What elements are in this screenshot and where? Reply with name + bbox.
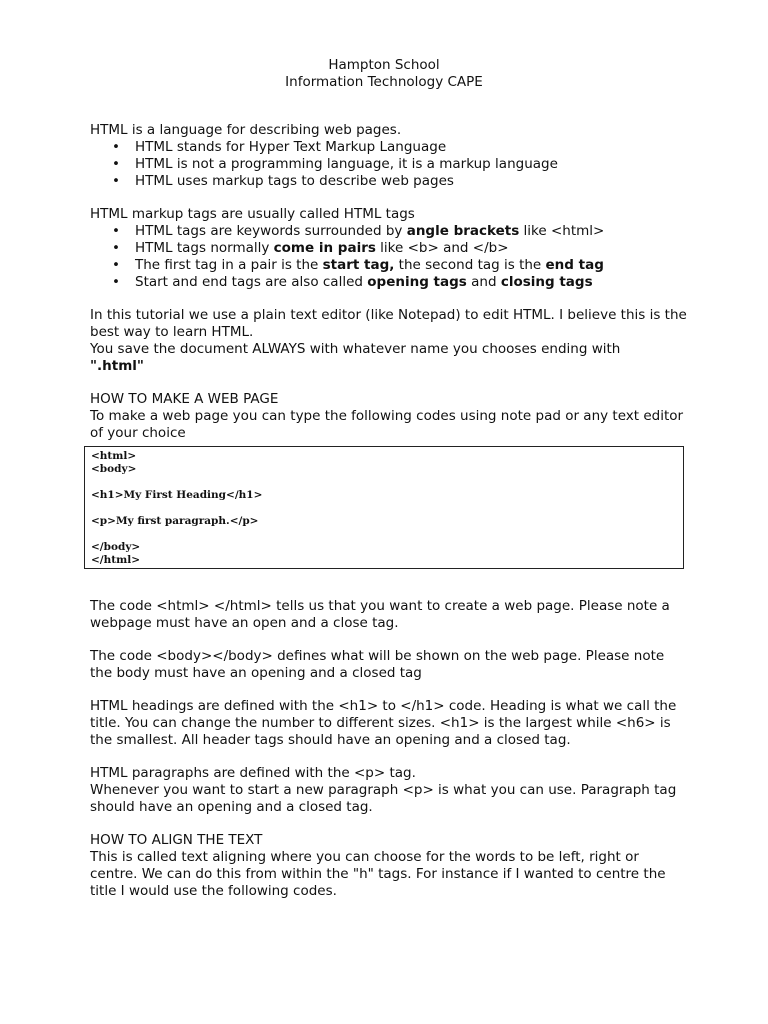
intro-lead: HTML is a language for describing web pages.: [90, 122, 402, 138]
code-line: </body>: [91, 541, 141, 553]
code-line: <h1>My First Heading</h1>: [91, 489, 263, 501]
code-line: <html>: [91, 450, 137, 462]
save-instruction: You save the document ALWAYS with whatever name you chooses ending with: [90, 341, 621, 357]
code-line: <p>My first paragraph.</p>: [91, 515, 259, 527]
document-title: [90, 57, 678, 91]
tags-list: [90, 223, 690, 291]
paragraph-text: HTML paragraphs are defined with the <p> tag.: [90, 765, 416, 781]
tags-section: [90, 206, 690, 291]
text-run: The first tag in a pair is the: [135, 257, 323, 273]
list-item: [90, 274, 690, 291]
text-run: and: [466, 274, 501, 290]
tutorial-section: [90, 307, 690, 375]
list-item: • HTML is not a programming language, it is a markup language: [90, 156, 690, 173]
align-text: This is called text aligning where you can choose for the words to be left, right or centre. We can do this from within the "h" tags. For instance if I wanted to centre the title I would use the following codes.: [90, 849, 666, 899]
heading-tag-explanation: HTML headings are defined with the <h1> to </h1> code. Heading is what we call the title. You can change the number to different sizes. <h1> is the largest while <h6> is the smallest. All header tags should have an opening and a closed tag.: [90, 698, 677, 748]
text-run: like <b> and </b>: [375, 240, 509, 256]
tutorial-text: In this tutorial we use a plain text editor (like Notepad) to edit HTML. I believe this is the best way to learn HTML.: [90, 307, 687, 340]
text-run: HTML tags are keywords surrounded by: [135, 223, 407, 239]
code-line: </html>: [91, 554, 141, 566]
intro-section: [90, 122, 690, 190]
list-item: • HTML uses markup tags to describe web pages: [90, 173, 690, 190]
body-tag-explanation: The code <body></body> defines what will be shown on the web page. Please note the body must have an opening and a closed tag: [90, 648, 665, 681]
school-name: Hampton School: [328, 57, 440, 73]
file-extension: [90, 358, 690, 375]
text-run: Start and end tags are also called: [135, 274, 368, 290]
make-page-section: [90, 391, 690, 442]
section-heading: HOW TO ALIGN THE TEXT: [90, 832, 263, 848]
bold-term: end tag: [545, 257, 604, 273]
paragraph-text: Whenever you want to start a new paragraph <p> is what you can use. Paragraph tag should have an opening and a closed tag.: [90, 782, 677, 815]
text-run: HTML tags normally: [135, 240, 274, 256]
extension-text: ".html": [90, 358, 144, 374]
bold-term: come in pairs: [273, 240, 376, 256]
list-item: [90, 240, 690, 257]
tags-lead: HTML markup tags are usually called HTML tags: [90, 206, 415, 222]
code-example-box: [84, 446, 684, 569]
bold-term: closing tags: [500, 274, 593, 290]
list-item: [90, 257, 690, 274]
intro-list: [90, 139, 690, 190]
text-run: like <html>: [519, 223, 605, 239]
section-heading: HOW TO MAKE A WEB PAGE: [90, 391, 279, 407]
paragraph-tag-explanation: [90, 765, 690, 816]
bold-term: opening tags: [367, 274, 467, 290]
code-line: <body>: [91, 463, 137, 475]
list-item: [90, 223, 690, 240]
html-tag-explanation: The code <html> </html> tells us that you want to create a web page. Please note a webpage must have an open and a close tag.: [90, 598, 670, 631]
course-name: Information Technology CAPE: [285, 74, 483, 90]
text-run: the second tag is the: [394, 257, 546, 273]
list-item: • HTML stands for Hyper Text Markup Language: [90, 139, 690, 156]
document-page: [90, 57, 690, 900]
bold-term: start tag,: [322, 257, 395, 273]
make-page-text: To make a web page you can type the following codes using note pad or any text editor of your choice: [90, 408, 684, 441]
bold-term: angle brackets: [406, 223, 520, 239]
